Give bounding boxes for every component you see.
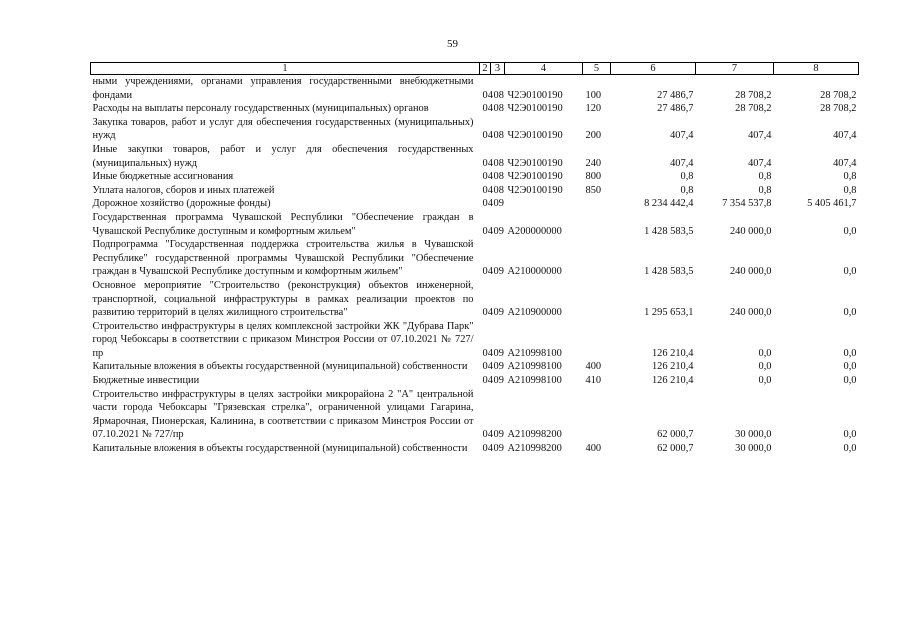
row-expense-type: 120: [585, 103, 602, 115]
header-cell-amount-2: 7: [696, 63, 774, 75]
row-description: ными учреждениями, органами управления государственными внебюджетными фондами: [92, 76, 474, 101]
row-section: 04: [482, 184, 493, 196]
row-target-article: А210998100: [507, 375, 562, 387]
row-amount-2: 0,8: [758, 184, 772, 196]
row-amount-3: 0,0: [843, 361, 857, 373]
row-subsection: 09: [493, 347, 504, 359]
table-row: [91, 388, 859, 442]
table-row: [91, 197, 859, 211]
row-expense-type: 850: [585, 184, 602, 196]
row-amount-3: 0,0: [843, 347, 857, 359]
row-amount-1: 0,8: [680, 171, 694, 183]
table-row: [91, 75, 859, 103]
table-row: [91, 279, 859, 320]
row-section: 04: [482, 429, 493, 441]
row-amount-1: 126 210,4: [651, 347, 694, 359]
row-amount-3: 28 708,2: [820, 89, 857, 101]
row-target-article: А200000000: [507, 225, 562, 237]
table-row: [91, 442, 859, 456]
row-amount-1: 27 486,7: [657, 89, 694, 101]
row-amount-1: 126 210,4: [651, 361, 694, 373]
row-amount-3: 0,0: [843, 307, 857, 319]
header-cell-section: 2: [480, 63, 491, 75]
row-amount-2: 7 354 537,8: [722, 198, 772, 210]
row-description: Дорожное хозяйство (дорожные фонды): [92, 198, 271, 210]
row-subsection: 08: [493, 89, 504, 101]
row-expense-type: [583, 238, 611, 279]
table-row: [91, 184, 859, 198]
row-description: Государственная программа Чувашской Республики "Обеспечение граждан в Чувашской Республике доступным и комфортным жильем": [92, 211, 474, 237]
row-description: Подпрограмма "Государственная поддержка строительства жилья в Чувашской Республике" государственной программы Чувашской Республики "Обеспечение граждан в Чувашской Республике доступным и комфортным жильем": [92, 239, 474, 278]
header-cell-amount-3: 8: [774, 63, 859, 75]
row-amount-2: 240 000,0: [729, 225, 772, 237]
row-description: Бюджетные инвестиции: [92, 375, 200, 387]
row-target-article: [505, 197, 583, 211]
row-amount-1: 126 210,4: [651, 375, 694, 387]
row-target-article: А210998200: [507, 443, 562, 455]
row-target-article: Ч2Э0100190: [507, 184, 563, 196]
row-section: 04: [482, 266, 493, 278]
row-target-article: Ч2Э0100190: [507, 103, 563, 115]
row-target-article: Ч2Э0100190: [507, 171, 563, 183]
row-description: Строительство инфраструктуры в целях застройки микрорайона 2 "А" центральной части города Чебоксары "Грязевская стрелка", ограниченной улицами Гагарина, Ярмарочная, Пионерская, Калинина, в соответствии с приказом Минстроя России от 07.10.2021 № 727/пр: [92, 388, 474, 441]
row-amount-3: 0,0: [843, 375, 857, 387]
row-section: 04: [482, 89, 493, 101]
row-expense-type: 800: [585, 171, 602, 183]
row-subsection: 08: [493, 184, 504, 196]
row-subsection: 09: [493, 307, 504, 319]
row-amount-3: 0,8: [843, 171, 857, 183]
row-target-article: Ч2Э0100190: [507, 89, 563, 101]
page-number: 59: [447, 38, 458, 50]
row-subsection: 09: [493, 429, 504, 441]
row-expense-type: 400: [585, 443, 602, 455]
row-target-article: А210998100: [507, 361, 562, 373]
table-row: [91, 211, 859, 238]
row-description: Капитальные вложения в объекты государственной (муниципальной) собственности: [92, 443, 468, 455]
row-amount-1: 27 486,7: [657, 103, 694, 115]
row-section: 04: [482, 375, 493, 387]
row-amount-1: 8 234 442,4: [644, 198, 694, 210]
row-description: Капитальные вложения в объекты государственной (муниципальной) собственности: [92, 361, 468, 373]
table-row: [91, 238, 859, 279]
row-section: 04: [482, 103, 493, 115]
row-amount-2: 407,4: [748, 157, 772, 169]
row-amount-3: 0,8: [843, 184, 857, 196]
row-amount-3: 407,4: [833, 130, 857, 142]
row-amount-3: 28 708,2: [820, 103, 857, 115]
row-amount-3: 0,0: [843, 266, 857, 278]
row-target-article: А210900000: [507, 307, 562, 319]
row-expense-type: 410: [585, 375, 602, 387]
row-amount-3: 5 405 461,7: [807, 198, 857, 210]
row-expense-type: 400: [585, 361, 602, 373]
row-expense-type: [583, 388, 611, 442]
header-cell-amount-1: 6: [611, 63, 696, 75]
row-amount-1: 0,8: [680, 184, 694, 196]
row-description: Иные закупки товаров, работ и услуг для обеспечения государственных (муниципальных) нужд: [92, 143, 474, 169]
row-amount-2: 28 708,2: [735, 89, 772, 101]
row-section: 04: [482, 307, 493, 319]
row-expense-type: [583, 211, 611, 238]
row-amount-3: 407,4: [833, 157, 857, 169]
row-expense-type: [583, 320, 611, 361]
row-section: 04: [482, 347, 493, 359]
row-subsection: 08: [493, 171, 504, 183]
row-section: 04: [482, 171, 493, 183]
row-amount-2: 240 000,0: [729, 307, 772, 319]
row-amount-1: 1 428 583,5: [644, 266, 694, 278]
row-amount-2: 30 000,0: [735, 429, 772, 441]
row-amount-2: 240 000,0: [729, 266, 772, 278]
row-subsection: 08: [493, 157, 504, 169]
row-subsection: 09: [493, 375, 504, 387]
row-target-article: Ч2Э0100190: [507, 157, 563, 169]
row-target-article: А210000000: [507, 266, 562, 278]
row-amount-2: 0,0: [758, 347, 772, 359]
row-expense-type: 200: [585, 130, 602, 142]
row-subsection: 09: [493, 361, 504, 373]
row-section: 04: [482, 225, 493, 237]
table-row: [91, 360, 859, 374]
row-subsection: 08: [493, 103, 504, 115]
row-expense-type: 240: [585, 157, 602, 169]
table-row: [91, 374, 859, 388]
table-row: [91, 102, 859, 116]
row-subsection: 09: [493, 443, 504, 455]
row-section: 04: [482, 130, 493, 142]
row-amount-3: 0,0: [843, 225, 857, 237]
row-amount-1: 407,4: [670, 130, 694, 142]
row-amount-2: 0,8: [758, 171, 772, 183]
table-row: [91, 170, 859, 184]
row-section: 04: [482, 157, 493, 169]
row-section: 04: [482, 443, 493, 455]
row-amount-2: 30 000,0: [735, 443, 772, 455]
row-description: Строительство инфраструктуры в целях комплексной застройки ЖК "Дубрава Парк" город Чебоксары в соответствии с приказом Минстроя России от 07.10.2021 № 727/пр: [92, 320, 474, 359]
row-expense-type: [583, 279, 611, 320]
row-amount-3: 0,0: [843, 443, 857, 455]
row-amount-2: 407,4: [748, 130, 772, 142]
row-subsection: 09: [493, 266, 504, 278]
header-cell-target-article: 4: [505, 63, 583, 75]
row-subsection: 09: [493, 225, 504, 237]
row-amount-2: 0,0: [758, 361, 772, 373]
row-subsection: 08: [493, 130, 504, 142]
row-description: Иные бюджетные ассигнования: [92, 171, 234, 183]
row-section: 04: [482, 361, 493, 373]
row-amount-3: 0,0: [843, 429, 857, 441]
header-cell-description: 1: [91, 63, 480, 75]
row-amount-1: 1 295 653,1: [644, 307, 694, 319]
budget-table: [90, 62, 859, 456]
row-description: Уплата налогов, сборов и иных платежей: [92, 184, 275, 196]
row-subsection: 09: [493, 198, 504, 210]
table-row: [91, 116, 859, 143]
table-row: [91, 320, 859, 361]
table-row: [91, 143, 859, 170]
header-row: [91, 63, 859, 75]
row-amount-1: 407,4: [670, 157, 694, 169]
row-amount-1: 62 000,7: [657, 429, 694, 441]
row-expense-type: 100: [585, 89, 602, 101]
row-amount-2: 28 708,2: [735, 103, 772, 115]
row-target-article: А210998100: [507, 347, 562, 359]
row-amount-1: 62 000,7: [657, 443, 694, 455]
row-expense-type: [583, 197, 611, 211]
row-amount-2: 0,0: [758, 375, 772, 387]
row-amount-1: 1 428 583,5: [644, 225, 694, 237]
header-cell-subsection: 3: [491, 63, 505, 75]
header-cell-expense-type: 5: [583, 63, 611, 75]
row-description: Расходы на выплаты персоналу государственных (муниципальных) органов: [92, 103, 429, 115]
row-target-article: А210998200: [507, 429, 562, 441]
row-target-article: Ч2Э0100190: [507, 130, 563, 142]
row-section: 04: [482, 198, 493, 210]
row-description: Закупка товаров, работ и услуг для обеспечения государственных (муниципальных) нужд: [92, 116, 474, 142]
row-description: Основное мероприятие "Строительство (реконструкция) объектов инженерной, транспортной, социальной инфраструктуры в рамках реализации проектов по развитию территорий в целях жилищного строительства": [92, 279, 474, 319]
